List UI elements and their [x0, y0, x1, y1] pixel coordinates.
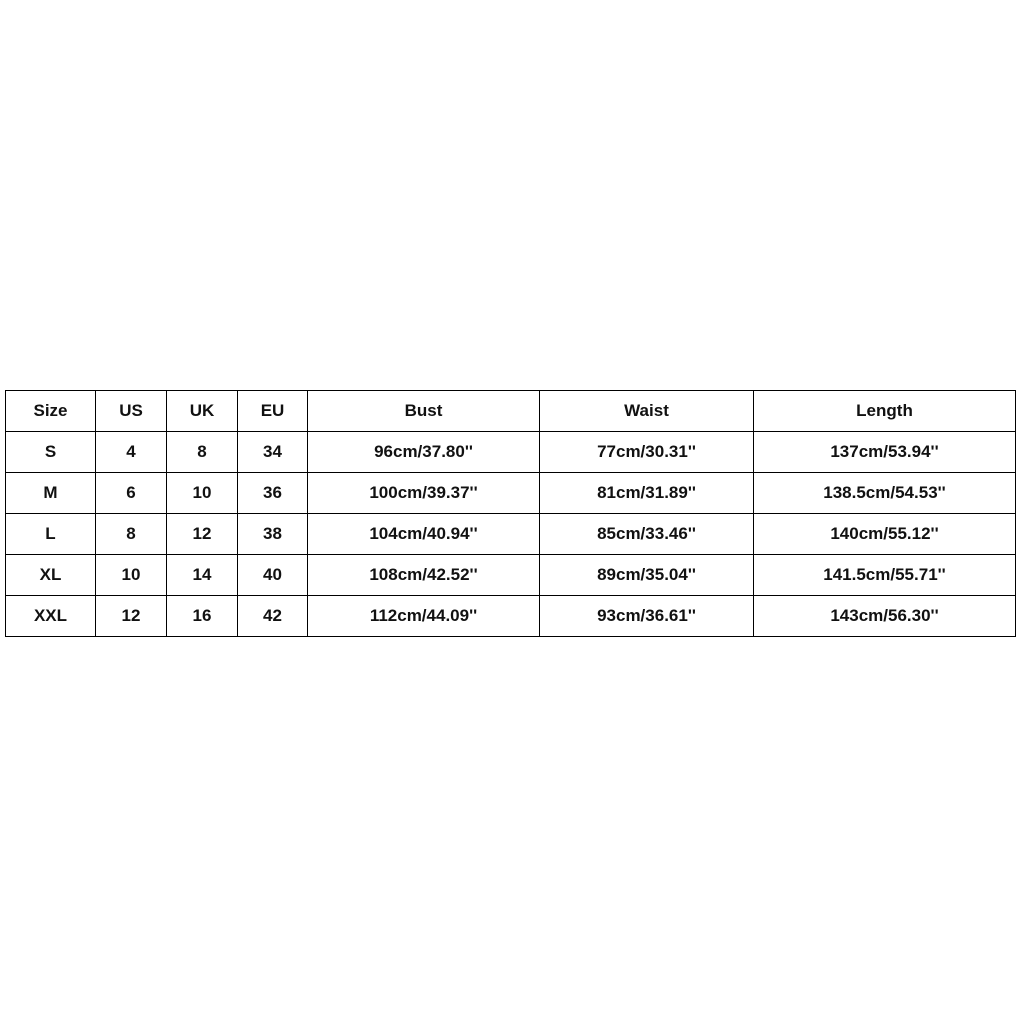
cell-bust: 96cm/37.80'' — [308, 432, 540, 473]
cell-uk: 14 — [167, 555, 238, 596]
cell-waist: 93cm/36.61'' — [540, 596, 754, 637]
cell-waist: 89cm/35.04'' — [540, 555, 754, 596]
cell-us: 10 — [96, 555, 167, 596]
cell-length: 138.5cm/54.53'' — [754, 473, 1016, 514]
cell-waist: 85cm/33.46'' — [540, 514, 754, 555]
cell-eu: 36 — [238, 473, 308, 514]
cell-waist: 81cm/31.89'' — [540, 473, 754, 514]
cell-uk: 12 — [167, 514, 238, 555]
header-bust: Bust — [308, 391, 540, 432]
cell-length: 140cm/55.12'' — [754, 514, 1016, 555]
cell-eu: 38 — [238, 514, 308, 555]
cell-uk: 16 — [167, 596, 238, 637]
cell-bust: 100cm/39.37'' — [308, 473, 540, 514]
cell-eu: 40 — [238, 555, 308, 596]
table-row — [6, 555, 1016, 596]
cell-length: 141.5cm/55.71'' — [754, 555, 1016, 596]
table-row — [6, 514, 1016, 555]
table-row — [6, 596, 1016, 637]
header-row — [6, 391, 1016, 432]
cell-length: 137cm/53.94'' — [754, 432, 1016, 473]
cell-us: 8 — [96, 514, 167, 555]
size-chart-table — [5, 390, 1016, 637]
cell-bust: 108cm/42.52'' — [308, 555, 540, 596]
cell-size: M — [6, 473, 96, 514]
cell-length: 143cm/56.30'' — [754, 596, 1016, 637]
cell-bust: 104cm/40.94'' — [308, 514, 540, 555]
header-us: US — [96, 391, 167, 432]
cell-bust: 112cm/44.09'' — [308, 596, 540, 637]
cell-uk: 10 — [167, 473, 238, 514]
cell-us: 4 — [96, 432, 167, 473]
cell-size: L — [6, 514, 96, 555]
header-waist: Waist — [540, 391, 754, 432]
header-uk: UK — [167, 391, 238, 432]
cell-eu: 34 — [238, 432, 308, 473]
cell-us: 12 — [96, 596, 167, 637]
header-length: Length — [754, 391, 1016, 432]
cell-waist: 77cm/30.31'' — [540, 432, 754, 473]
table-row — [6, 432, 1016, 473]
header-size: Size — [6, 391, 96, 432]
cell-size: S — [6, 432, 96, 473]
table-row — [6, 473, 1016, 514]
header-eu: EU — [238, 391, 308, 432]
cell-eu: 42 — [238, 596, 308, 637]
cell-size: XL — [6, 555, 96, 596]
cell-size: XXL — [6, 596, 96, 637]
cell-us: 6 — [96, 473, 167, 514]
cell-uk: 8 — [167, 432, 238, 473]
